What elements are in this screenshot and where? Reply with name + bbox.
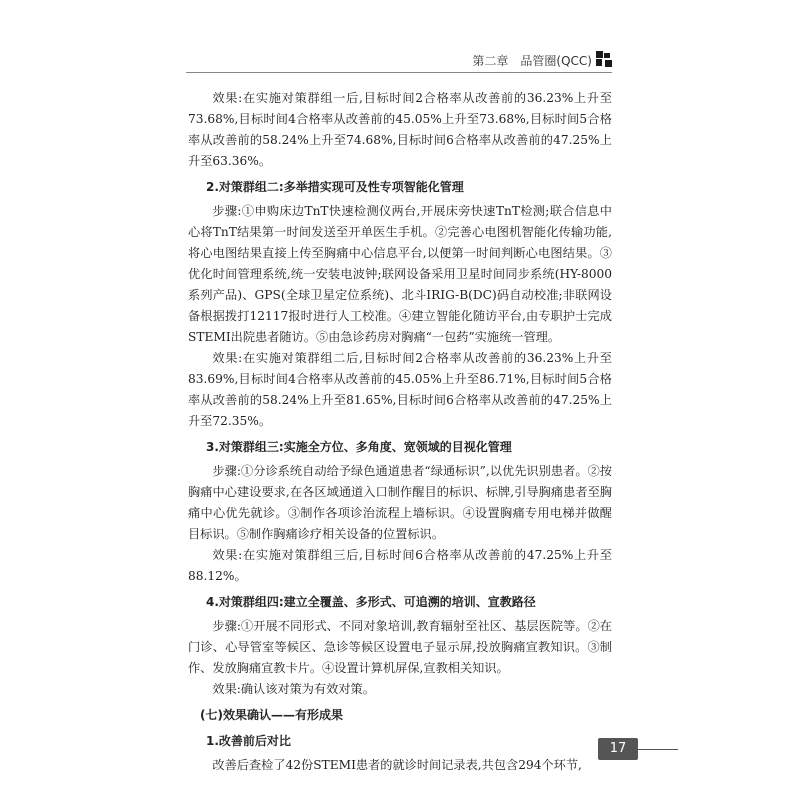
page-number: 17 <box>598 738 638 760</box>
section-heading: 4.对策群组四:建立全覆盖、多形式、可追溯的培训、宣教路径 <box>206 595 536 609</box>
square-ornament-icon <box>596 51 612 67</box>
paragraph: 效果:在实施对策群组二后,目标时间2合格率从改善前的36.23%上升至83.69%,目标时间4合格率从改善前的45.05%上升至86.71%,目标时间5合格率从改善前的58.24%上升至81.65%,目标时间6合格率从改善前的47.25%上升至72.35%。 <box>188 351 612 428</box>
header-rule <box>186 72 612 73</box>
paragraph: 步骤:①申购床边TnT快速检测仪两台,开展床旁快速TnT检测;联合信息中心将TnT结果第一时间发送至开单医生手机。②完善心电图机智能化传输功能,将心电图结果直接上传至胸痛中心信息平台,以便第一时间判断心电图结果。③优化时间管理系统,统一安装电波钟;联网设备采用卫星时间同步系统(HY-8000系列产品)、GPS(全球卫星定位系统)、北斗IRIG-B(DC)码自动校准;非联网设备根据拨打12117报时进行人工校准。④建立智能化随访平台,由专职护士完成STEMI出院患者随访。⑤由急诊药房对胸痛“一包药”实施统一管理。 <box>188 204 612 344</box>
paragraph: 改善后查检了42份STEMI患者的就诊时间记录表,共包含294个环节, <box>212 758 582 772</box>
page-footer <box>0 738 800 762</box>
section-heading: (七)效果确认——有形成果 <box>200 708 343 722</box>
footer-rule <box>638 749 678 750</box>
paragraph: 效果:确认该对策为有效对策。 <box>212 682 375 696</box>
paragraph: 效果:在实施对策群组三后,目标时间6合格率从改善前的47.25%上升至88.12%。 <box>188 548 612 583</box>
section-heading: 3.对策群组三:实施全方位、多角度、宽领域的目视化管理 <box>206 440 512 454</box>
paragraph: 步骤:①开展不同形式、不同对象培训,教育辐射至社区、基层医院等。②在门诊、心导管室等候区、急诊等候区设置电子显示屏,投放胸痛宣教知识。③制作、发放胸痛宣教卡片。④设置计算机屏保,宣教相关知识。 <box>188 619 612 675</box>
body-text <box>188 88 612 776</box>
section-heading: 2.对策群组二:多举措实现可及性专项智能化管理 <box>206 180 464 194</box>
chapter-title: 第二章 品管圈(QCC) <box>472 54 592 68</box>
paragraph: 效果:在实施对策群组一后,目标时间2合格率从改善前的36.23%上升至73.68%,目标时间4合格率从改善前的45.05%上升至73.68%,目标时间5合格率从改善前的58.24%上升至74.68%,目标时间6合格率从改善前的47.25%上升至63.36%。 <box>188 91 612 168</box>
subsection-heading: 1.改善前后对比 <box>206 734 291 748</box>
page-header <box>0 48 800 72</box>
paragraph: 步骤:①分诊系统自动给予绿色通道患者“绿通标识”,以优先识别患者。②按胸痛中心建设要求,在各区域通道入口制作醒目的标识、标牌,引导胸痛患者至胸痛中心优先就诊。③制作各项诊治流程上墙标识。④设置胸痛专用电梯并做醒目标识。⑤制作胸痛诊疗相关设备的位置标识。 <box>188 464 612 541</box>
